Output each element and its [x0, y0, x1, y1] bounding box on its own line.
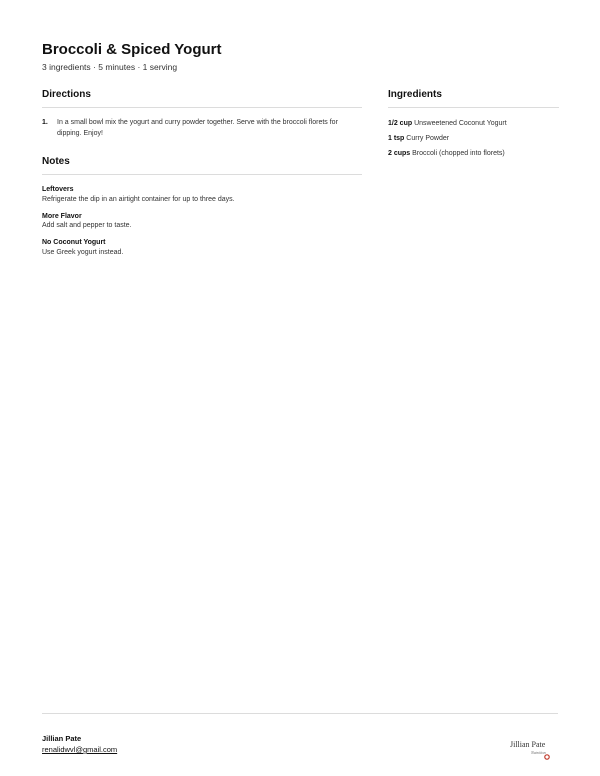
notes-heading: Notes	[42, 155, 362, 175]
logo-wordmark: Jillian Pate	[510, 740, 546, 749]
directions-list	[42, 118, 362, 139]
right-column	[388, 88, 559, 164]
note-title: Leftovers	[42, 186, 74, 193]
brand-logo	[510, 738, 556, 760]
author-email-link[interactable]: renalidwvl@gmail.com	[42, 745, 118, 754]
ingredients-heading: Ingredients	[388, 88, 559, 108]
ingredient-quantity: 1 tsp	[388, 135, 405, 142]
notes-section	[42, 155, 362, 258]
note-body: Add salt and pepper to taste.	[42, 222, 132, 229]
recipe-meta: 3 ingredients · 5 minutes · 1 serving	[42, 62, 178, 72]
ingredient-item	[388, 134, 559, 144]
note-item	[42, 185, 362, 205]
note-title: More Flavor	[42, 212, 82, 220]
direction-step-number: 1.	[42, 119, 48, 126]
notes-list	[42, 185, 362, 258]
recipe-title: Broccoli & Spiced Yogurt	[42, 41, 222, 58]
note-item	[42, 238, 362, 258]
directions-section	[42, 88, 362, 139]
ingredient-name: Broccoli (chopped into florets)	[412, 150, 505, 157]
logo-subtitle: Nutrition	[531, 750, 546, 755]
recipe-page	[42, 40, 558, 256]
direction-step-text: In a small bowl mix the yogurt and curry powder together. Serve with the broccoli florets for dipping. Enjoy!	[57, 119, 338, 137]
page-footer	[42, 713, 558, 755]
ingredients-list	[388, 119, 559, 159]
author-name: Jillian Pate	[42, 734, 82, 743]
ingredient-name: Unsweetened Coconut Yogurt	[414, 120, 507, 127]
note-body: Use Greek yogurt instead.	[42, 248, 124, 256]
ingredient-quantity: 1/2 cup	[388, 120, 413, 127]
logo-mark-icon	[545, 755, 549, 759]
note-item	[42, 212, 362, 232]
ingredient-quantity: 2 cups	[388, 150, 411, 157]
left-column	[42, 88, 362, 265]
ingredient-item	[388, 119, 559, 129]
ingredient-name: Curry Powder	[406, 135, 450, 142]
directions-heading: Directions	[42, 88, 362, 108]
ingredient-item	[388, 149, 559, 159]
ingredients-section	[388, 88, 559, 159]
note-body: Refrigerate the dip in an airtight container for up to three days.	[42, 195, 235, 203]
direction-step	[42, 118, 362, 139]
note-title: No Coconut Yogurt	[42, 239, 106, 246]
